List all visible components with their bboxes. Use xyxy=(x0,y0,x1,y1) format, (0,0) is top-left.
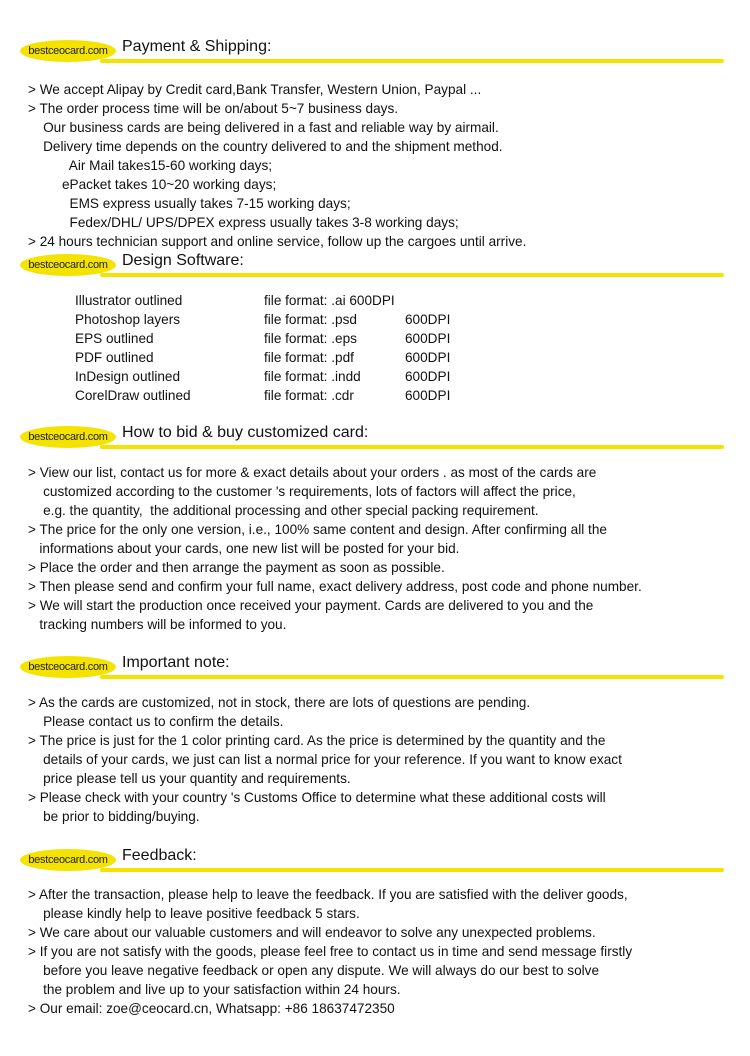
table-cell: PDF outlined xyxy=(75,350,154,365)
table-cell: Illustrator outlined xyxy=(75,293,183,308)
text-line: > Then please send and confirm your full name, exact delivery address, post code and phone number. xyxy=(28,579,642,594)
brand-badge: bestceocard.com xyxy=(20,254,116,276)
text-line: tracking numbers will be informed to you. xyxy=(28,617,287,632)
table-cell: EPS outlined xyxy=(75,331,154,346)
text-line: Delivery time depends on the country delivered to and the shipment method. xyxy=(28,139,503,154)
text-line: e.g. the quantity, the additional processing and other special packing requirement. xyxy=(28,503,539,518)
section-header xyxy=(20,252,724,278)
table-row xyxy=(75,329,450,348)
text-line: Our business cards are being delivered in a fast and reliable way by airmail. xyxy=(28,120,499,135)
section-header xyxy=(20,654,724,680)
text-line: informations about your cards, one new list will be posted for your bid. xyxy=(28,541,460,556)
section-title: Important note: xyxy=(122,654,230,671)
section-header xyxy=(20,847,724,873)
text-line: > If you are not satisfy with the goods, please feel free to contact us in time and send message firstly xyxy=(28,944,633,959)
text-line: > View our list, contact us for more & exact details about your orders . as most of the cards are xyxy=(28,465,597,480)
text-line: > 24 hours technician support and online service, follow up the cargoes until arrive. xyxy=(28,234,527,249)
table-cell: file format: .indd xyxy=(264,369,361,384)
section-title: Design Software: xyxy=(122,252,244,269)
text-line: customized according to the customer 's requirements, lots of factors will affect the price, xyxy=(28,484,576,499)
section-body xyxy=(28,463,728,634)
text-line: be prior to bidding/buying. xyxy=(28,809,200,824)
section-header xyxy=(20,424,724,450)
text-line: Fedex/DHL/ UPS/DPEX express usually takes 3-8 working days; xyxy=(28,215,459,230)
table-row xyxy=(75,367,450,386)
text-line: > The price for the only one version, i.e., 100% same content and design. After confirming all the xyxy=(28,522,607,537)
brand-badge: bestceocard.com xyxy=(20,40,116,62)
brand-badge: bestceocard.com xyxy=(20,656,116,678)
brand-badge: bestceocard.com xyxy=(20,426,116,448)
table-cell: InDesign outlined xyxy=(75,369,181,384)
table-cell: 600DPI xyxy=(405,369,451,384)
section-body xyxy=(28,693,728,826)
text-line: price please tell us your quantity and requirements. xyxy=(28,771,351,786)
text-line: the problem and live up to your satisfaction within 24 hours. xyxy=(28,982,401,997)
section-body xyxy=(28,885,728,1018)
text-line: > We care about our valuable customers and will endeavor to solve any unexpected problems. xyxy=(28,925,596,940)
text-line: > The order process time will be on/about 5~7 business days. xyxy=(28,101,399,116)
table-row xyxy=(75,291,450,310)
table-cell: 600DPI xyxy=(405,388,451,403)
table-cell: file format: .cdr xyxy=(264,388,354,403)
table-cell: 600DPI xyxy=(405,331,451,346)
header-underline xyxy=(100,273,724,277)
table-cell: CorelDraw outlined xyxy=(75,388,191,403)
software-table xyxy=(75,291,450,405)
table-cell: 600DPI xyxy=(405,312,451,327)
text-line: > Place the order and then arrange the payment as soon as possible. xyxy=(28,560,445,575)
text-line: Air Mail takes15-60 working days; xyxy=(28,158,273,173)
header-underline xyxy=(100,675,724,679)
section-title: Feedback: xyxy=(122,847,197,864)
table-row xyxy=(75,386,450,405)
section-header xyxy=(20,38,724,64)
section-title: How to bid & buy customized card: xyxy=(122,424,369,441)
text-line: details of your cards, we just can list a normal price for your reference. If you want to know exact xyxy=(28,752,622,767)
text-line: Please contact us to confirm the details. xyxy=(28,714,284,729)
text-line: > We accept Alipay by Credit card,Bank Transfer, Western Union, Paypal ... xyxy=(28,82,482,97)
text-line: > After the transaction, please help to leave the feedback. If you are satisfied with the deliver goods, xyxy=(28,887,628,902)
table-cell: 600DPI xyxy=(405,350,451,365)
text-line: > Our email: zoe@ceocard.cn, Whatsapp: +86 18637472350 xyxy=(28,1001,395,1016)
header-underline xyxy=(100,445,724,449)
table-cell: file format: .ai 600DPI xyxy=(264,293,395,308)
text-line: before you leave negative feedback or open any dispute. We will always do our best to solve xyxy=(28,963,600,978)
table-cell: file format: .eps xyxy=(264,331,357,346)
header-underline xyxy=(100,868,724,872)
table-row xyxy=(75,310,450,329)
text-line: > As the cards are customized, not in stock, there are lots of questions are pending. xyxy=(28,695,531,710)
brand-badge: bestceocard.com xyxy=(20,849,116,871)
text-line: EMS express usually takes 7-15 working days; xyxy=(28,196,351,211)
header-underline xyxy=(100,59,724,63)
text-line: ePacket takes 10~20 working days; xyxy=(28,177,277,192)
section-title: Payment & Shipping: xyxy=(122,38,272,55)
text-line: please kindly help to leave positive feedback 5 stars. xyxy=(28,906,360,921)
table-row xyxy=(75,348,450,367)
table-cell: Photoshop layers xyxy=(75,312,181,327)
section-body xyxy=(28,80,728,251)
text-line: > We will start the production once received your payment. Cards are delivered to you and the xyxy=(28,598,594,613)
table-cell: file format: .psd xyxy=(264,312,357,327)
text-line: > The price is just for the 1 color printing card. As the price is determined by the quantity and the xyxy=(28,733,606,748)
text-line: > Please check with your country 's Customs Office to determine what these additional costs will xyxy=(28,790,606,805)
table-cell: file format: .pdf xyxy=(264,350,354,365)
